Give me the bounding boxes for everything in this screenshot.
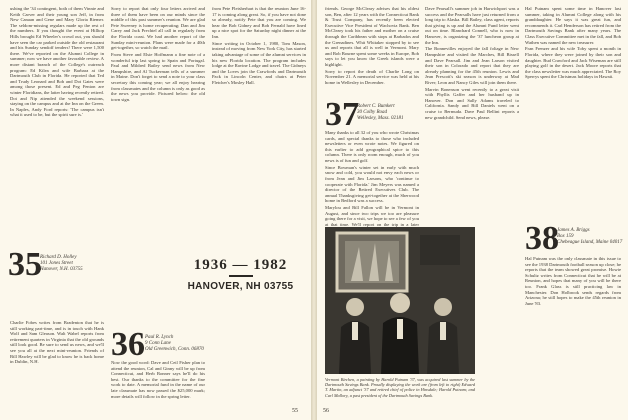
class-notes-column-d [325,6,419,96]
column-g-mid: Fran Frenzer and his wife Toby spent a month in Florida, where they were joined by their son and daughter. Bud Crawford and Jack Wiseman are still playing golf in the desert. Jack Moore reports that the class newsletter was much appreciated. The Roy Sperrys spent the Christmas holidays in Hawaii. [525,46,621,80]
column-e-top: Many thanks to all 32 of you who wrote Christmas cards, and special thanks to those who included newsletters or even wrote notes. We figured on this earlier to add geographical spice to this column. There is only room enough, much of you news is of fun and golf. [325,130,419,163]
left-page [0,0,311,420]
column-e-bottom: Marylou and Bill Fallon will be in Vermont in August, and since two trips we too are pleasure going there for a visit, we hope to see a few of you at that time. We'll report on the trip in a later [325,205,419,227]
column-c-top: from Pete Fleisherhart is that the reunion June 16-17 is coming along great. So, if you have not done so already, notify Pete that you are coming. We hear the Bob Gidney and Bob Fernald have lined up a nice spot for the Saturday night dinner at the Inn. [212,6,306,39]
column-e-mid: Since Bowman's winter set in early with much snow and cold, you would not envy each news or from Jean and Jim Larsons, who 'continue to cooperate with Florida.' Jim Meyers was named a director of the Retired Executives Club. The annual Thanksgiving get-together at the Sherwood home in Bedford was a success. [325,164,419,204]
entry-38-street: Box 159 [557,234,574,239]
class-notes-column-f [425,6,519,224]
entry-36-street: 9 Conn Lane [145,341,171,346]
class-year-37: 37 [325,96,359,133]
entry-35-city: Hanover, N.H. 03755 [40,267,83,272]
column-d-bottom: Sorry to report the death of Charlie Long on November 21. A memorial service was held at his home in Wellesley in December. [325,68,419,85]
column-a-top: ushing the '34 contingent, both of them Vinnie and Keith Carver and their young son Jeff, in from New Canaan and Gene and Mary Gloria Riemer. The seldom-missing regulars made up the rest of the numbers. If you thought the event at Hilltop Hills brought Ed Wheeler's crowd out, you should have seen the car parked outside the old restaurant and his Sunday sendoff tenders! There were 1,500 there. We've reported on the Alumni College in summer; now we have another favorable review. A more distant branch of the College's outreach program: Ed Kilea and wife Barbara at the Dartmouth Club in Florida. He reported that Ted and Trudy Leonard and Bob and Dot Gates were among those present. Ed and Peg Fenton are winter Floridians, the latter having recently retired. Dot and Nip attended the weekend sessions, staying on the campus and at the Inn on the Green. In Naples, Andy Ford reports: 'The campus isn't what it used to be, but the spirit sure is.' [10,6,104,118]
entry-37-city: Wellesley, Mass. 02181 [357,116,404,121]
class-year-stamp [185,258,296,292]
class-year-38: 38 [525,220,559,257]
class-notes-column-e [325,130,419,227]
column-g-bottom: Hal Putnam was the only classmate in this issue to see the 1938 Dartmouth football season up close; he reports that the team showed great promise. Howie Schultz writes from Connecticut that he will be at Reunion, and hopes that many of you will be there too. Frank Glass is still practicing law in Manchester. Don Holbrook sends regards from Arizona; he still hopes to make the 45th reunion in June '83. [525,256,621,306]
entry-37-address [357,104,421,122]
entry-38-name: James A. Briggs [557,228,590,233]
class-notes-column-c [212,6,306,254]
column-c-bottom-left: Now the good word: Dave and Ceil Fisher plan to attend the reunion, Cal and Ginny will be up from Connecticut, and Herb Bonner says he'll do his best. Our thanks to the committee for the fine work to date. A memorial fund in the name of our late classmate has now passed the $25,000 mark; more details will follow in the spring letter. [111,360,205,399]
group-photo [325,227,475,374]
column-g-top: Hal Putnam spent some time in Hanover last summer, taking in Alumni College along with his granddaughter. He says it was great fun, and recommends it. Carl Henderson has retired from the Dartmouth Savings Bank after many years. The Class Executive Committee met in the fall, and Bob Wathen was named the new treasurer. [525,6,621,45]
entry-37-name: Robert C. Bumkert [357,104,395,109]
column-c-mid: Since writing in October 1, 1980, Tom Mason, instead of moving from New York City, has started taking advantage of some of the alumni services in his new Florida location. The program includes lodge at the Ravine Lodge and travel. The Gidneys and the Loves join the Crawfords and Dartmouth Pack in Lincoln Center, and chairs at Peter Fletcher's Mosley Hall. [212,40,306,85]
stamp-rule [229,275,253,277]
class-year-36: 36 [111,326,145,363]
class-notes-column-a-bottom [10,320,104,412]
photo-illustration [325,227,475,374]
entry-36-city: Old Greenwich, Conn. 06870 [145,347,204,352]
column-a-bottom: Charlie Fobes writes from Bradenton that he is still working part-time, and is in touch with Hank Wolf and Sam Gleason. Walt Wabel reports from retirement quarters in Virginia that the old grounds still look good. Be sure to send us news, and we'll see you all at the next mini-reunion. Friends of Bill Hawley will be glad to know he is back home in Dublin, N.H. [10,320,104,365]
column-d-top: friends. George McCleary advises that his oldest son, Ben, after 12 years with the Connecticut Bank & Trust Company, has recently been elected Executive Vice President of Wachovia Bank. Ben McCleary took his father and mother on a cruise through the Caribbean with stops at Barbados and the Grenadines. Whit Whitaker stopped by to see us and reports that all is well in Vermont. Mary and Bob Bourne spent some weeks in Europe, Bob says to let you know the Greek islands were a highlight. [325,6,419,67]
column-f-top: Dave Pearsall's summer job in Harwichport was a success and the Pearsalls have just returned from a long trip to Alaska. Bill Bailey, class agent, reports that giving is up and the Alumni Fund letter went out on time. Blanchard Connell, who is now in Hanover, is organizing the '37 luncheon group at the Inn. [425,6,519,45]
entry-37-street: 30 Colby Road [357,110,387,115]
entry-38-address [557,228,623,246]
class-notes-column-g-lower [525,256,621,404]
column-f-mid: The Bonnevilles enjoyed the fall foliage in New Hampshire and visited the Marches, Bill Bissell and Dave Pearsall. Jim and Jean Larson visited their son in Colorado and report that they are already planning for the 45th reunion. Lewis and Jean Prescott's ski season is underway at Mad River; Leon and Nancy Giles will join them there. [425,46,519,85]
page-number-left: 55 [292,408,298,414]
entry-35-address [40,255,106,273]
entry-35-street: 101 Jones Street [40,261,73,266]
person-2-head [390,293,410,313]
class-notes-column-b [111,6,205,251]
photo-caption: Vermont Birchen, a painting by Harold Putnam '37, was acquired last summer by the Dartmouth Savings Bank. Proudly displaying the work are (from left to right) Edward T. Martin, an adjunct '37 and retired chief of police in Hinsdale; Harold Putnam; and Carl Mallory, a past president of the Dartmouth Savings Bank. [325,377,475,398]
entry-36-address [145,335,205,353]
person-3-head [434,298,452,316]
column-b-top: Sorry to report that only four letters arrived and three of them have been on our minds since the middle of this past summer's reunion. We are glad Pete Sweeney is home recuperating; Dan and Jim Carey and Jack Prechtel all call in regularly from the Florida coast. We had another report of the Sunday mini-reunion. Plans were made for a 40th get-together, so watch the mail. [111,6,205,51]
person-1-head [346,298,364,316]
class-notes-column-a [10,6,104,246]
page-number-right: 56 [323,408,329,414]
entry-36-name: Paul R. Lynch [145,335,174,340]
class-year-35: 35 [8,246,42,283]
class-notes-column-g [525,6,621,218]
stamp-city: HANOVER, NH 03755 [187,281,294,292]
entry-35-name: Richard D. Holley [40,255,77,260]
stamp-years: 1936 — 1982 [193,257,288,273]
column-f-bottom: Marvin Bonenson went recently to a great visit with Phyllis Gaffer and her husband up in Hanover. Don and Sally Adams traveled to California. Sandy and Bill Daniels went on a cruise to Bermuda. Dave Paul Bellini reports a new grandchild. Send news, please. [425,86,519,120]
column-b-bottom: From Steve and Elsie Hoffmann a fine note of a wonderful trip last spring to Spain and Portugal. Paul and Mildred Bailey send news from New Hampshire, and Al Tuckerman tells of a summer in Maine. Don't forget to send a note to your class secretary this coming year; we all enjoy hearing from classmates and the column is only as good as the news you provide. Pictured below: the old town sign. [111,51,205,102]
entry-38-city: Chebeague Island, Maine 04017 [557,240,623,245]
class-notes-column-b-lower [111,360,205,412]
